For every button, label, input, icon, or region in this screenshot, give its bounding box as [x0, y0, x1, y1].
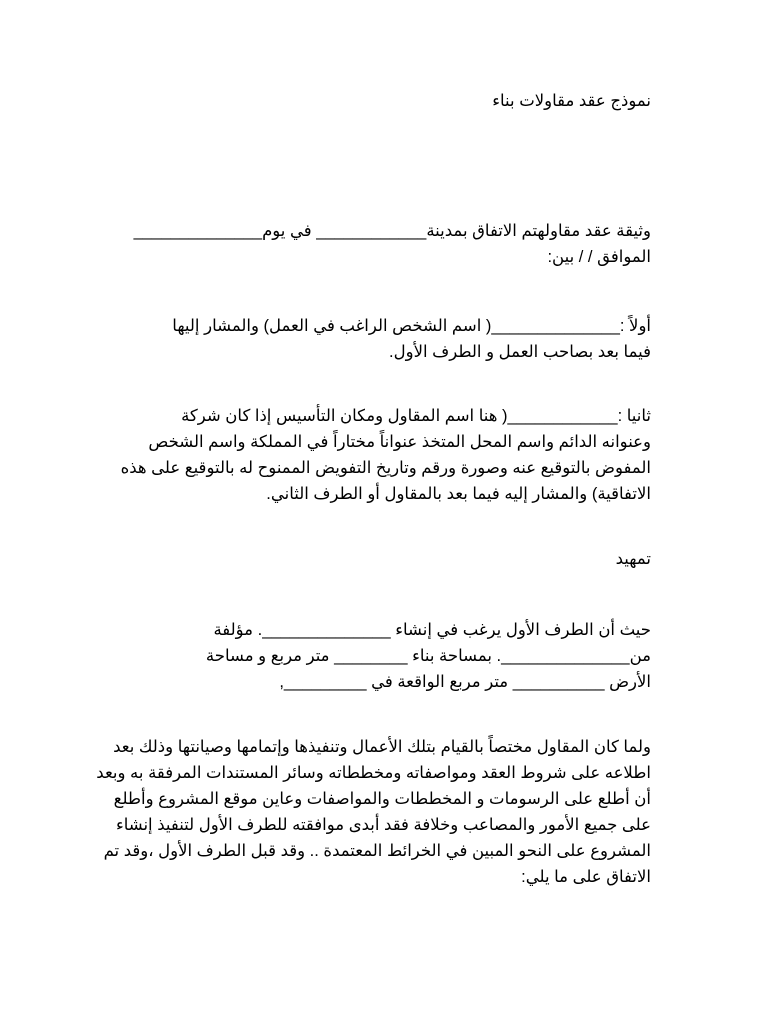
whereas-line-3: الأرض __________ متر مربع الواقعة في _________,	[279, 673, 651, 691]
contractor-paragraph	[96, 734, 651, 890]
intro-paragraph	[111, 218, 651, 270]
intro-line-2: الموافق / / بين:	[547, 248, 651, 266]
first-party-line-2: فيما بعد بصاحب العمل و الطرف الأول.	[389, 343, 651, 361]
contractor-line-1: ولما كان المقاول مختصاً بالقيام بتلك الأعمال وتنفيذها وإتمامها وصيانتها وذلك بعد	[113, 738, 651, 756]
contractor-line-3: أن أطلع على الرسومات و المخططات والمواصفات وعاين موقع المشروع وأطلع	[113, 790, 651, 808]
contractor-line-4: على جميع الأمور والمصاعب وخلافة فقد أبدى موافقته للطرف الأول لتنفيذ إنشاء	[115, 816, 651, 834]
second-party-paragraph	[111, 403, 651, 507]
second-party-line-4: الاتفاقية) والمشار إليه فيما بعد بالمقاول أو الطرف الثاني.	[266, 485, 651, 503]
whereas-paragraph	[111, 617, 651, 695]
document-title: نموذج عقد مقاولات بناء	[492, 92, 651, 110]
second-party-line-2: وعنوانه الدائم واسم المحل المتخذ عنواناً مختاراً في المملكة واسم الشخص	[148, 433, 651, 451]
second-party-line-3: المفوض بالتوقيع عنه وصورة ورقم وتاريخ التفويض الممنوح له بالتوقيع على هذه	[120, 459, 651, 477]
contractor-line-6: الاتفاق على ما يلي:	[521, 868, 651, 886]
whereas-line-1: حيث أن الطرف الأول يرغب في إنشاء ______________. مؤلفة	[213, 621, 651, 639]
preamble-heading: تمهيد	[615, 550, 651, 568]
contractor-line-5: المشروع على النحو المبين في الخرائط المعتمدة .. وقد قبل الطرف الأول ،وقد تم	[103, 842, 651, 860]
first-party-paragraph	[111, 313, 651, 365]
first-party-line-1: أولاً :______________( اسم الشخص الراغب في العمل) والمشار إليها	[172, 317, 651, 335]
whereas-line-2: من______________. بمساحة بناء ________ متر مربع و مساحة	[205, 647, 651, 665]
intro-line-1: وثيقة عقد مقاولهتم الاتفاق بمدينة____________ في يوم______________	[133, 222, 651, 240]
second-party-line-1: ثانيا :____________( هنا اسم المقاول ومكان التأسيس إذا كان شركة	[181, 407, 651, 425]
contractor-line-2: اطلاعه على شروط العقد ومواصفاته ومخططاته وسائر المستندات المرفقة به وبعد	[96, 764, 651, 782]
